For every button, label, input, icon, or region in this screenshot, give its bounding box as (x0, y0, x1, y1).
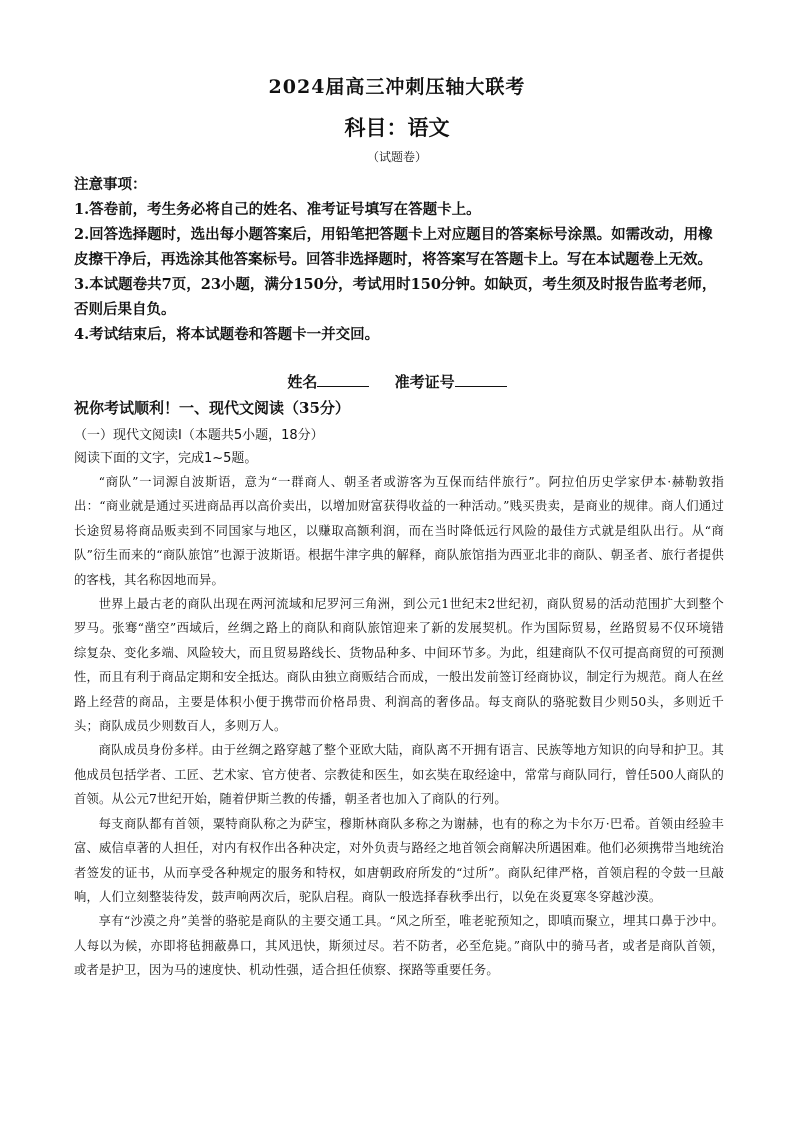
reading-passage (74, 470, 724, 983)
notice-block (74, 172, 724, 347)
passage-paragraph-3: 商队成员身份多样。由于丝绸之路穿越了整个亚欧大陆，商队离不开拥有语言、民族等地方知识的向导和护卫。其他成员包括学者、工匠、艺术家、官方使者、宗教徒和医生，如玄奘在取经途中，常常与商队同行，曾任500人商队的首领。从公元7世纪开始，随着伊斯兰教的传播，朝圣者也加入了商队的行列。 (74, 743, 724, 807)
paper-type-label: （试题卷） (366, 150, 427, 164)
passage-paragraph-5: 享有“沙漠之舟”美誉的骆驼是商队的主要交通工具。“风之所至，唯老驼预知之，即嗔而聚立，埋其口鼻于沙中。人每以为候，亦即将毡拥蔽鼻口，其风迅快，斯须过尽。若不防者，必至危毙。”商队中的骑马者，或者是商队首领，或者是护卫，因为马的速度快、机动性强，适合担任侦察、探路等重要任务。 (74, 914, 724, 978)
passage-paragraph-4: 每支商队都有首领，粟特商队称之为萨宝，穆斯林商队多称之为谢赫，也有的称之为卡尔万·巴希。首领由经验丰富、威信卓著的人担任，对内有权作出各种决定，对外负责与路经之地首领会商解决所遇困难。他们必须携带当地统治者签发的证书，从而享受各种规定的服务和特权，如唐朝政府所发的“过所”。商队纪律严格，首领启程的令鼓一旦敲响，人们立刻整装待发，鼓声响两次后，驼队启程。商队一般选择春秋季出行，以免在炎夏寒冬穿越沙漠。 (74, 816, 724, 904)
candidate-info-row (0, 371, 794, 392)
id-blank[interactable] (455, 372, 507, 387)
name-label: 姓名 (287, 373, 318, 391)
section-heading: 祝你考试顺利！一、现代文阅读（35分） (74, 399, 350, 417)
subject-heading: 科目：语文 (344, 115, 450, 140)
sub-section-heading: （一）现代文阅读Ⅰ（本题共5小题，18分） (74, 428, 324, 443)
id-field[interactable] (395, 373, 507, 391)
name-blank[interactable] (317, 372, 369, 387)
name-field[interactable] (287, 373, 369, 391)
notice-item-4: 4.考试结束后，将本试题卷和答题卡一并交回。 (74, 326, 380, 343)
id-label: 准考证号 (394, 373, 455, 391)
reading-instruction: 阅读下面的文字，完成1~5题。 (74, 451, 258, 466)
notice-item-1: 1.答卷前，考生务必将自己的姓名、准考证号填写在答题卡上。 (74, 201, 481, 218)
passage-paragraph-2: 世界上最古老的商队出现在两河流域和尼罗河三角洲，到公元1世纪末2世纪初，商队贸易的活动范围扩大到整个罗马。张骞“凿空”西域后，丝绸之路上的商队和商队旅馆迎来了新的发展契机。作为国际贸易，丝路贸易不仅环境错综复杂、变化多端、风险较大，而且贸易路线长、货物品种多、中间环节多。为此，组建商队不仅可提高商贸的可预测性，而且有利于商品定期和安全抵达。商队由独立商贩结合而成，一般出发前签订经商协议，制定行为规范。商人在丝路上经营的商品，主要是体积小便于携带而价格昂贵、利润高的奢侈品。每支商队的骆驼数目少则50头，多则近千头；商队成员少则数百人，多则万人。 (74, 597, 724, 734)
passage-paragraph-1: “商队”一词源自波斯语，意为“一群商人、朝圣者或游客为互保而结伴旅行”。阿拉伯历史学家伊本·赫勒敦指出：“商业就是通过买进商品再以高价卖出，以增加财富获得收益的一种活动。”贱买贵卖，是商业的规律。商人们通过长途贸易将商品贩卖到不同国家与地区，以赚取高额利润，而在当时降低远行风险的最佳方式就是组队出行。从“商队”衍生而来的“商队旅馆”也源于波斯语。根据牛津字典的解释，商队旅馆指为西亚北非的商队、朝圣者、旅行者提供的客栈，其名称因地而异。 (74, 475, 724, 587)
notice-heading: 注意事项： (74, 176, 147, 193)
notice-item-2: 2.回答选择题时，选出每小题答案后，用铅笔把答题卡上对应题目的答案标号涂黑。如需改动，用橡皮擦干净后，再选涂其他答案标号。回答非选择题时，将答案写在答题卡上。写在本试题卷上无效。 (74, 226, 713, 268)
notice-item-3: 3.本试题卷共7页，23小题，满分150分，考试用时150分钟。如缺页，考生须及时报告监考老师，否则后果自负。 (74, 276, 717, 318)
exam-title: 2024届高三冲刺压轴大联考 (268, 76, 526, 98)
